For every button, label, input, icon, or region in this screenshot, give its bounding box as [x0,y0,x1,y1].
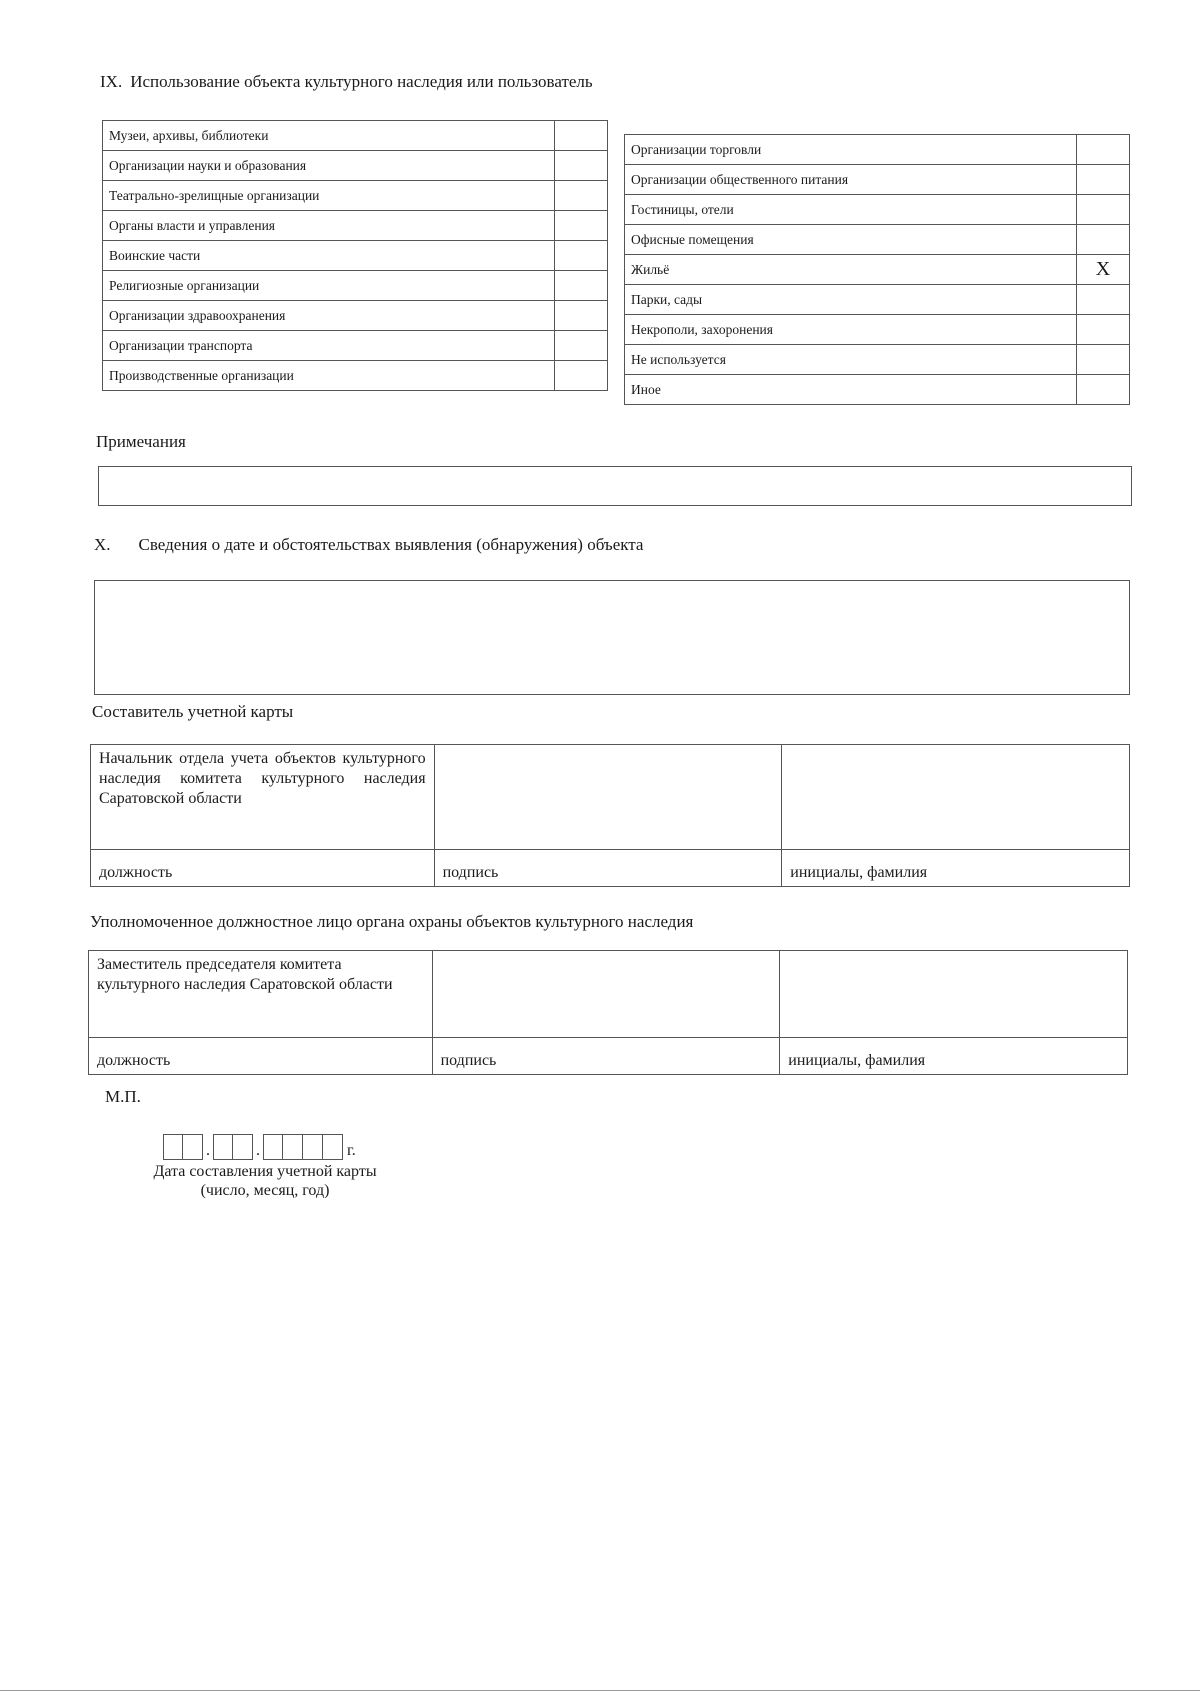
usage-row-left [103,151,608,181]
notes-field[interactable] [98,466,1132,506]
usage-label: Органы власти и управления [103,211,555,241]
usage-row-left [103,271,608,301]
date-caption [130,1162,400,1200]
usage-row-right [625,255,1130,285]
day-digit-1[interactable] [163,1134,183,1160]
usage-label: Офисные помещения [625,225,1077,255]
usage-checkbox[interactable] [1077,285,1130,315]
usage-label: Иное [625,375,1077,405]
usage-checkbox[interactable] [555,271,608,301]
usage-checkbox[interactable] [555,361,608,391]
year-digit-2[interactable] [283,1134,303,1160]
official-signature-field[interactable] [432,951,780,1038]
usage-row-right [625,135,1130,165]
usage-checkbox[interactable] [1077,345,1130,375]
usage-label: Организации общественного питания [625,165,1077,195]
usage-checkbox[interactable]: X [1077,255,1130,285]
year-suffix: г. [347,1142,356,1159]
usage-row-left [103,181,608,211]
usage-row-right [625,285,1130,315]
compiler-name-field[interactable] [782,745,1130,850]
usage-row-right [625,345,1130,375]
usage-row-left [103,211,608,241]
official-name-field[interactable] [780,951,1128,1038]
usage-row-right [625,225,1130,255]
usage-row-left [103,301,608,331]
usage-label: Производственные организации [103,361,555,391]
compiler-col-signature: подпись [434,850,782,887]
usage-label: Не используется [625,345,1077,375]
usage-checkbox[interactable] [1077,315,1130,345]
date-caption-line-1: Дата составления учетной карты [153,1163,377,1180]
notes-label: Примечания [96,432,186,451]
compiler-signature-field[interactable] [434,745,782,850]
usage-checkbox[interactable] [1077,135,1130,165]
year-digit-1[interactable] [263,1134,283,1160]
compiler-position: Начальник отдела учета объектов культурного наследия комитета культурного наследия Саратовской области [91,745,435,850]
discovery-details-field[interactable] [94,580,1130,695]
usage-row-right [625,165,1130,195]
compiler-col-name: инициалы, фамилия [782,850,1130,887]
official-col-position: должность [89,1038,433,1075]
usage-checkbox[interactable] [555,211,608,241]
usage-row-right [625,375,1130,405]
usage-row-right [625,315,1130,345]
usage-checkbox[interactable] [555,241,608,271]
date-sep-2: . [256,1142,260,1159]
usage-label: Организации торговли [625,135,1077,165]
usage-label: Театрально-зрелищные организации [103,181,555,211]
section-9-title: Использование объекта культурного наследия или пользователь [130,72,593,91]
official-col-signature: подпись [432,1038,780,1075]
usage-label: Музеи, архивы, библиотеки [103,121,555,151]
official-table [88,950,1128,1075]
usage-checkbox[interactable] [1077,195,1130,225]
official-position: Заместитель председателя комитета культурного наследия Саратовской области [89,951,433,1038]
usage-row-right [625,195,1130,225]
section-10-number: X. [94,535,111,554]
usage-label: Организации науки и образования [103,151,555,181]
usage-label: Жильё [625,255,1077,285]
date-field [163,1134,356,1160]
month-digit-2[interactable] [233,1134,253,1160]
official-col-name: инициалы, фамилия [780,1038,1128,1075]
month-digit-1[interactable] [213,1134,233,1160]
usage-row-left [103,121,608,151]
usage-label: Организации транспорта [103,331,555,361]
usage-checkbox[interactable] [555,121,608,151]
usage-label: Религиозные организации [103,271,555,301]
usage-label: Гостиницы, отели [625,195,1077,225]
usage-checkbox[interactable] [555,331,608,361]
usage-checkbox[interactable] [1077,165,1130,195]
usage-label: Парки, сады [625,285,1077,315]
section-9-heading [100,72,593,92]
day-digit-2[interactable] [183,1134,203,1160]
year-digit-3[interactable] [303,1134,323,1160]
year-digit-4[interactable] [323,1134,343,1160]
usage-table-right [624,134,1130,405]
date-caption-line-2: (число, месяц, год) [200,1182,330,1199]
usage-table-left [102,120,608,391]
usage-label: Некрополи, захоронения [625,315,1077,345]
section-9-number: IX. [100,72,123,91]
usage-checkbox[interactable] [1077,225,1130,255]
usage-checkbox[interactable] [555,151,608,181]
official-label: Уполномоченное должностное лицо органа охраны объектов культурного наследия [90,912,694,931]
section-10-heading [94,535,643,555]
usage-row-left [103,361,608,391]
usage-label: Организации здравоохранения [103,301,555,331]
usage-checkbox[interactable] [1077,375,1130,405]
compiler-table [90,744,1130,887]
usage-checkbox[interactable] [555,301,608,331]
section-10-title: Сведения о дате и обстоятельствах выявления (обнаружения) объекта [138,535,644,554]
page-bottom-edge [0,1690,1200,1691]
compiler-label: Составитель учетной карты [92,702,294,721]
usage-label: Воинские части [103,241,555,271]
date-sep-1: . [206,1142,210,1159]
usage-row-left [103,331,608,361]
stamp-placeholder: М.П. [105,1087,141,1106]
usage-checkbox[interactable] [555,181,608,211]
usage-row-left [103,241,608,271]
compiler-col-position: должность [91,850,435,887]
